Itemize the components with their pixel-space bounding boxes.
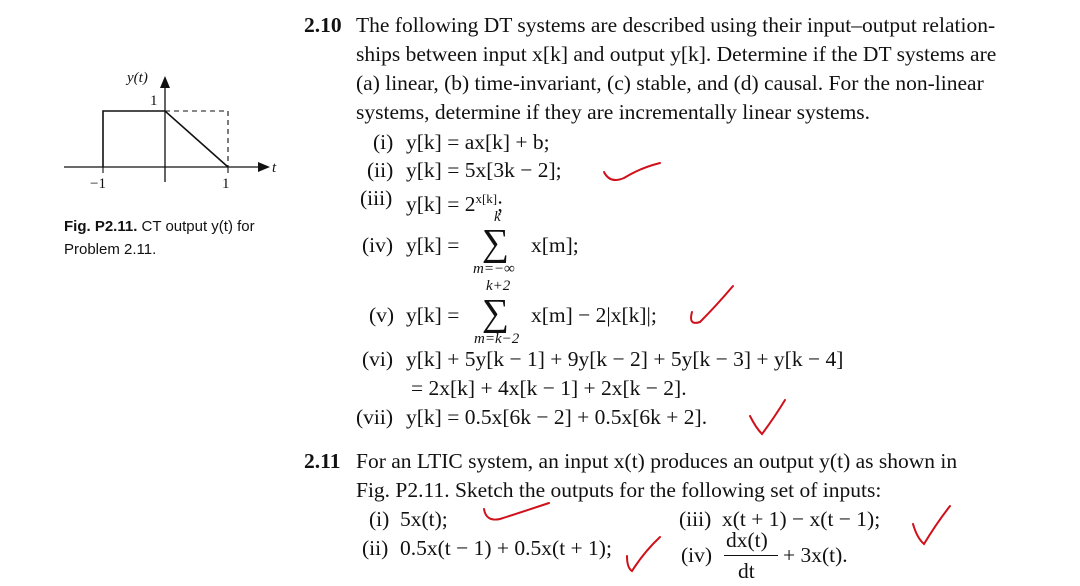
sum-upper-limit: k+2 — [486, 278, 511, 294]
equation-rhs: x[m]; — [531, 233, 579, 257]
problem-number: 2.10 — [304, 13, 342, 37]
item-label: (vi) — [362, 347, 394, 371]
check-mark-2-11-ii — [627, 537, 660, 571]
check-mark-2-10-v — [691, 286, 733, 323]
equation-exponent: x[k] — [475, 191, 498, 206]
item-equation: y[k] + 5y[k − 1] + 9y[k − 2] + 5y[k − 3] + y[k − 4] — [406, 347, 844, 371]
item-expression: 5x(t); — [400, 507, 448, 531]
item-expression: x(t + 1) − x(t − 1); — [722, 507, 881, 531]
check-mark-2-10-vii — [750, 400, 785, 434]
item-equation: y[k] = ax[k] + b; — [406, 130, 550, 154]
item-expression: + 3x(t). — [783, 543, 848, 567]
y-axis-label: y(t) — [127, 70, 148, 86]
equation-rhs: x[m] − 2|x[k]|; — [531, 303, 657, 327]
fraction-denominator: dt — [738, 559, 755, 583]
sum-symbol: ∑ — [482, 222, 510, 264]
y-tick-label-1: 1 — [150, 93, 158, 109]
figure-caption — [64, 216, 255, 238]
t-axis-label: t — [272, 160, 277, 176]
caption-text-1: CT output y(t) for — [141, 218, 255, 235]
item-label: (iv) — [362, 233, 394, 257]
item-equation-continued: = 2x[k] + 4x[k − 1] + 2x[k − 2]. — [411, 376, 687, 400]
item-equation — [406, 184, 503, 219]
check-mark-2-10-ii — [604, 163, 660, 180]
sum-upper-limit: k — [494, 209, 501, 225]
item-expression: 0.5x(t − 1) + 0.5x(t + 1); — [400, 536, 612, 560]
fraction-numerator: dx(t) — [726, 528, 768, 552]
equation-base: y[k] = 2 — [406, 192, 476, 217]
x-tick-label-1: 1 — [222, 176, 230, 192]
item-equation: y[k] = 0.5x[6k − 2] + 0.5x[6k + 2]. — [406, 405, 708, 429]
problem-text-line: The following DT systems are described using their input–output relation- — [356, 13, 996, 37]
problem-text-line: ships between input x[k] and output y[k]. Determine if the DT systems are — [356, 42, 997, 66]
caption-text-2: Problem 2.11. — [64, 241, 157, 258]
t-axis-arrow — [258, 162, 270, 172]
item-label: (iii) — [679, 507, 712, 531]
item-label: (iv) — [681, 543, 713, 567]
problem-text-line: For an LTIC system, an input x(t) produces an output y(t) as shown in — [356, 449, 958, 473]
item-label: (i) — [373, 130, 394, 154]
equation-end: ; — [497, 192, 504, 217]
sum-symbol: ∑ — [482, 292, 510, 334]
sum-lower-limit: m=k−2 — [474, 331, 520, 347]
equation-lhs: y[k] = — [406, 303, 460, 327]
problem-text-line: Fig. P2.11. Sketch the outputs for the following set of inputs: — [356, 478, 882, 502]
caption-label: Fig. P2.11. — [64, 218, 138, 235]
item-label: (i) — [369, 507, 390, 531]
problem-text-line: systems, determine if they are incrementally linear systems. — [356, 100, 871, 124]
problem-text-line: (a) linear, (b) time-invariant, (c) stable, and (d) causal. For the non-linear — [356, 71, 984, 95]
problem-number: 2.11 — [304, 449, 341, 473]
item-label: (iii) — [360, 186, 393, 210]
item-equation: y[k] = 5x[3k − 2]; — [406, 158, 562, 182]
item-label: (ii) — [367, 158, 394, 182]
item-label: (v) — [369, 303, 395, 327]
x-tick-label-neg1: −1 — [90, 176, 106, 192]
check-mark-2-11-i — [484, 503, 549, 520]
check-mark-2-11-iii — [913, 506, 950, 544]
y-axis-arrow — [160, 76, 170, 88]
item-label: (ii) — [362, 536, 389, 560]
item-label: (vii) — [356, 405, 394, 429]
sum-lower-limit: m=−∞ — [473, 261, 515, 277]
equation-lhs: y[k] = — [406, 233, 460, 257]
